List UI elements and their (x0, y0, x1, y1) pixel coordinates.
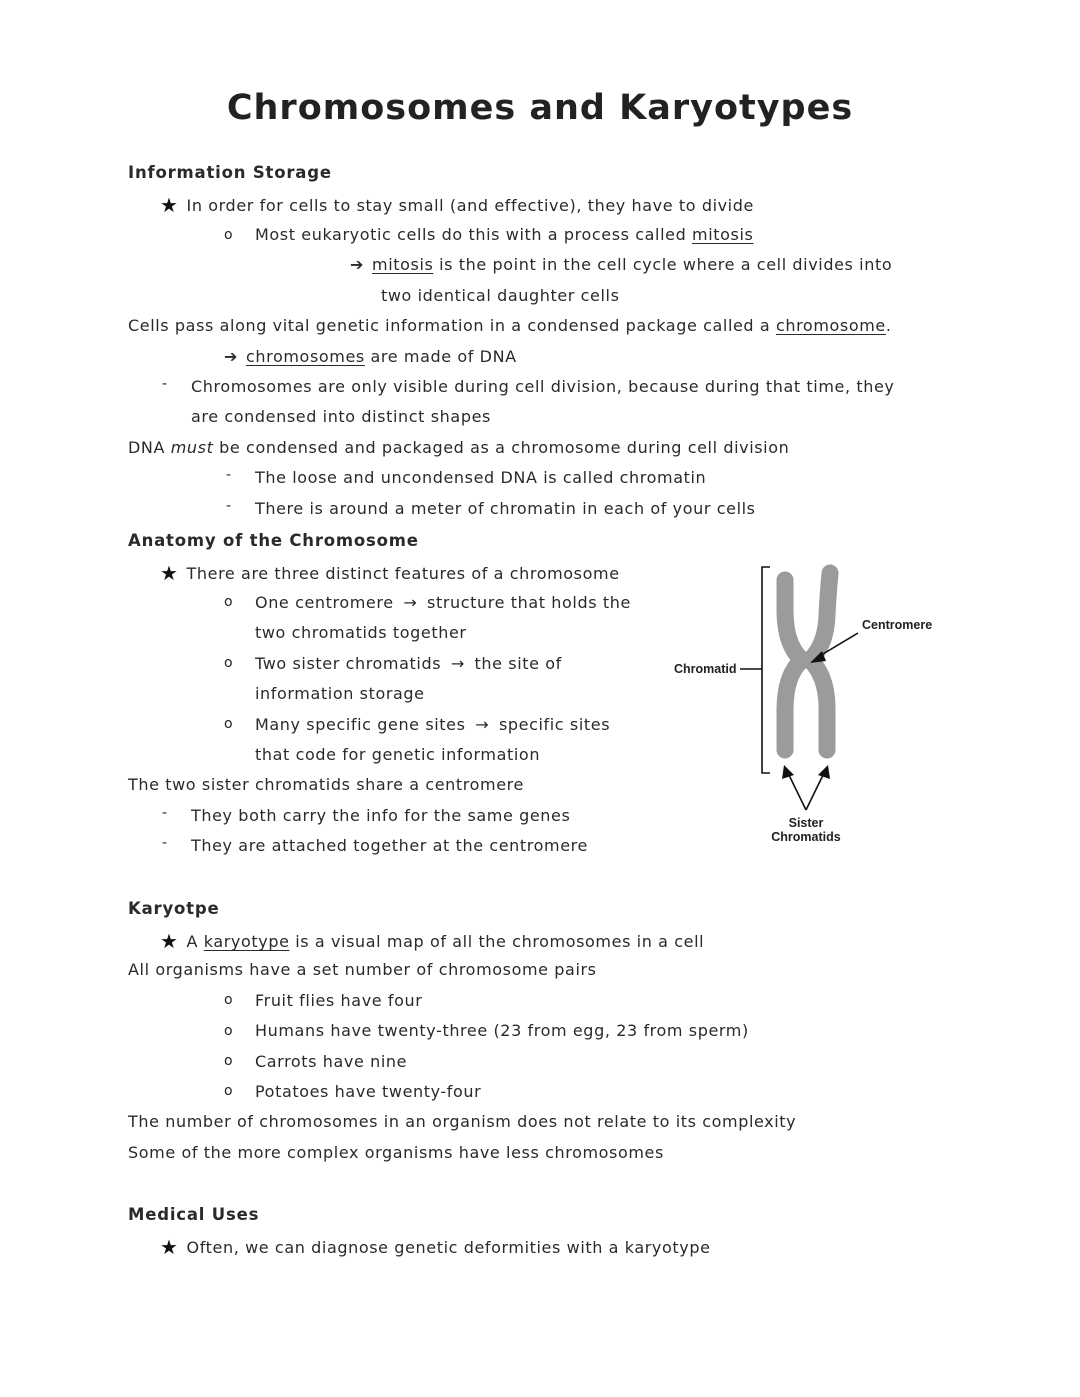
list-item: Fruit flies have four (255, 991, 423, 1010)
dash-bullet-icon: - (226, 498, 232, 514)
list-item: Carrots have nine (255, 1052, 408, 1071)
circle-bullet-icon: o (224, 227, 233, 243)
dash-item-visible-division: Chromosomes are only visible during cell division, because during that time, they (191, 377, 895, 396)
dash-item-attached: They are attached together at the centromere (191, 836, 588, 855)
dash-item-same-genes: They both carry the info for the same genes (191, 806, 571, 825)
star-item-three-features: ★ There are three distinct features of a chromosome (160, 561, 620, 585)
text-sister-share: The two sister chromatids share a centromere (128, 775, 524, 794)
arrow-note-mitosis: ➔ mitosis is the point in the cell cycle where a cell divides into (350, 255, 893, 274)
section-heading-medical-uses: Medical Uses (128, 1205, 260, 1224)
sister-arrowhead-right (818, 765, 830, 779)
section-heading-information-storage: Information Storage (128, 163, 332, 182)
list-item: Humans have twenty-three (23 from egg, 23 from sperm) (255, 1021, 749, 1040)
feature-gene-sites-cont: that code for genetic information (255, 745, 541, 764)
dash-bullet-icon: - (162, 835, 168, 851)
sub-item-mitosis: Most eukaryotic cells do this with a process called mitosis (255, 225, 754, 244)
section-heading-anatomy: Anatomy of the Chromosome (128, 531, 419, 550)
star-item-diagnose: ★ Often, we can diagnose genetic deformities with a karyotype (160, 1235, 711, 1259)
list-item: Potatoes have twenty-four (255, 1082, 482, 1101)
circle-bullet-icon: o (224, 992, 233, 1008)
text-dna-condensed: DNA must be condensed and packaged as a chromosome during cell division (128, 438, 790, 457)
arrow-right-icon: ➔ (224, 347, 239, 366)
dash-bullet-icon: - (162, 376, 168, 392)
star-icon: ★ (160, 193, 179, 217)
text-chromosome-pairs: All organisms have a set number of chromosome pairs (128, 960, 597, 979)
chromosome-diagram-svg (670, 555, 960, 855)
star-icon: ★ (160, 929, 179, 953)
chromatid-label: Chromatid (674, 662, 737, 676)
text-fewer-chromosomes: Some of the more complex organisms have less chromosomes (128, 1143, 664, 1162)
feature-sister-chromatids-cont: information storage (255, 684, 425, 703)
sister-chromatids-label: Sister Chromatids (771, 816, 841, 844)
circle-bullet-icon: o (224, 1083, 233, 1099)
chromosome-diagram (670, 555, 960, 855)
feature-centromere: One centromere → structure that holds the (255, 593, 631, 612)
circle-bullet-icon: o (224, 594, 233, 610)
centromere-label: Centromere (862, 618, 933, 632)
left-chromatid (785, 580, 802, 750)
star-icon: ★ (160, 1235, 179, 1259)
star-item-cells-divide: ★ In order for cells to stay small (and effective), they have to divide (160, 193, 754, 217)
circle-bullet-icon: o (224, 716, 233, 732)
dash-item-continuation: are condensed into distinct shapes (191, 407, 491, 426)
circle-bullet-icon: o (224, 1053, 233, 1069)
arrow-small-icon: → (450, 654, 465, 673)
arrow-note-continuation: two identical daughter cells (381, 286, 620, 305)
feature-sister-chromatids: Two sister chromatids → the site of (255, 654, 562, 673)
text-complexity: The number of chromosomes in an organism does not relate to its complexity (128, 1112, 797, 1131)
dash-item-chromatin: The loose and uncondensed DNA is called chromatin (255, 468, 707, 487)
arrow-small-icon: → (403, 593, 418, 612)
feature-gene-sites: Many specific gene sites → specific sites (255, 715, 611, 734)
circle-bullet-icon: o (224, 655, 233, 671)
star-icon: ★ (160, 561, 179, 585)
chromosome-shape (785, 573, 830, 750)
page-title: Chromosomes and Karyotypes (226, 88, 854, 128)
dash-bullet-icon: - (226, 467, 232, 483)
sister-arrowhead-left (782, 765, 794, 779)
chromatid-bracket (762, 567, 770, 773)
feature-centromere-cont: two chromatids together (255, 623, 467, 642)
section-heading-karyotype: Karyotpe (128, 899, 220, 918)
dash-item-meter-chromatin: There is around a meter of chromatin in each of your cells (255, 499, 756, 518)
circle-bullet-icon: o (224, 1023, 233, 1039)
sister-pointer-right (806, 773, 824, 810)
star-item-karyotype-definition: ★ A karyotype is a visual map of all the chromosomes in a cell (160, 929, 705, 953)
sister-pointer-left (788, 773, 806, 810)
text-chromosome-definition: Cells pass along vital genetic information in a condensed package called a chromosome. (128, 316, 892, 335)
arrow-right-icon: ➔ (350, 255, 365, 274)
arrow-small-icon: → (475, 715, 490, 734)
arrow-note-chromosomes-dna: ➔ chromosomes are made of DNA (224, 347, 517, 366)
dash-bullet-icon: - (162, 805, 168, 821)
